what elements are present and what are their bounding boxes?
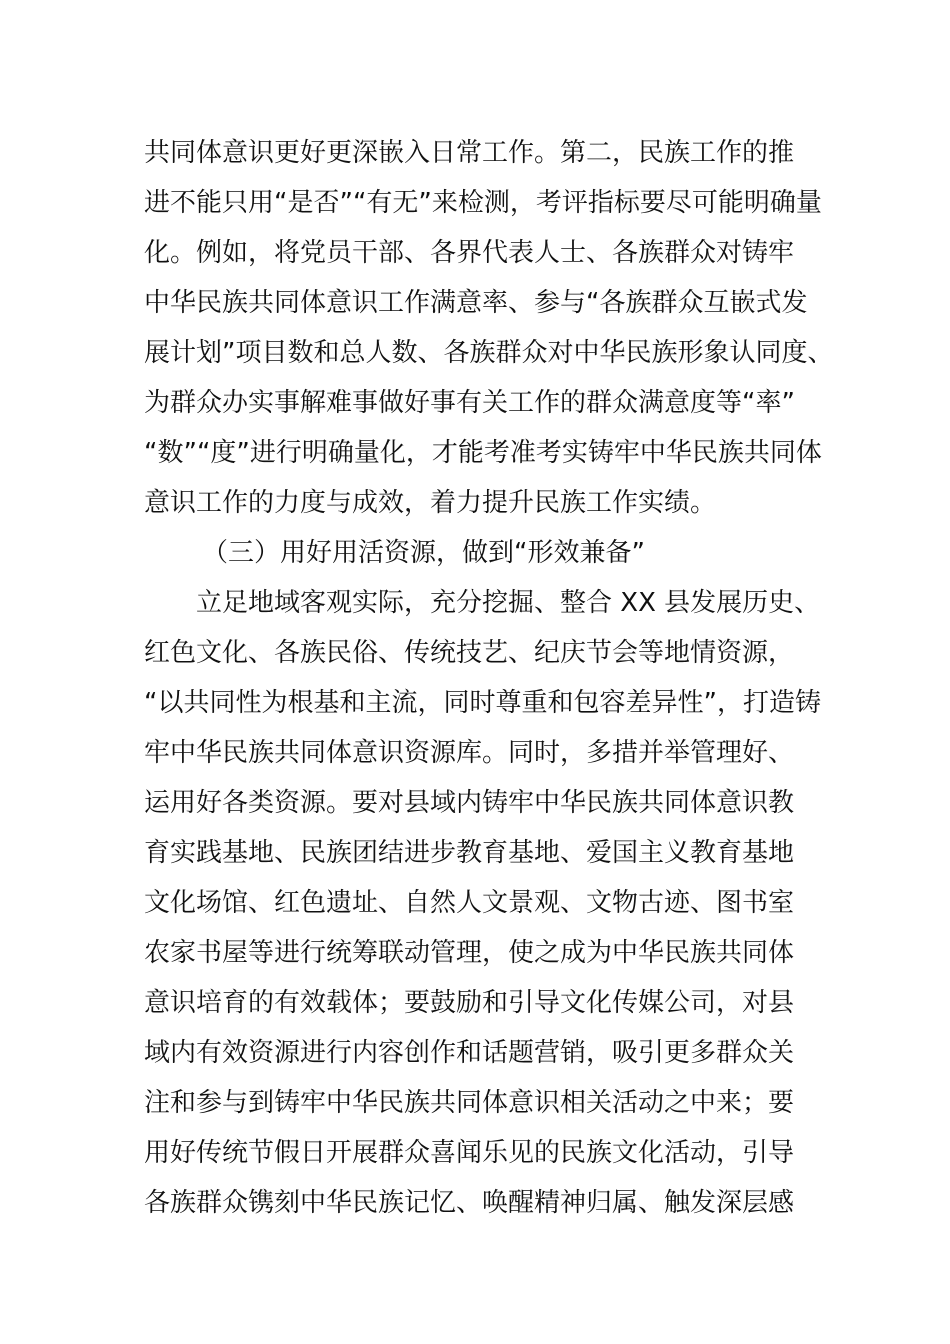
text-line: 中华民族共同体意识工作满意率、参与“各族群众互嵌式发 xyxy=(144,288,808,318)
text-line: 育实践基地、民族团结进步教育基地、爱国主义教育基地 xyxy=(144,838,795,868)
text-line: 域内有效资源进行内容创作和话题营销，吸引更多群众关 xyxy=(144,1038,795,1068)
text-line: 用好传统节假日开展群众喜闻乐见的民族文化活动，引导 xyxy=(144,1138,795,1168)
text-line: 进不能只用“是否”“有无”来检测，考评指标要尽可能明确量 xyxy=(144,188,822,218)
body-text xyxy=(144,128,834,1228)
text-line: 农家书屋等进行统筹联动管理，使之成为中华民族共同体 xyxy=(144,938,795,968)
text-line: 立足地域客观实际，充分挖掘、整合 XX 县发展历史、 xyxy=(196,588,821,618)
text-line: 意识工作的力度与成效，着力提升民族工作实绩。 xyxy=(144,488,717,518)
text-line: “以共同性为根基和主流，同时尊重和包容差异性”，打造铸 xyxy=(144,688,821,718)
text-line: 文化场馆、红色遗址、自然人文景观、文物古迹、图书室 xyxy=(144,888,795,918)
text-line: 红色文化、各族民俗、传统技艺、纪庆节会等地情资源， xyxy=(144,638,795,668)
text-line: 为群众办实事解难事做好事有关工作的群众满意度等“率” xyxy=(144,388,795,418)
text-line: 牢中华民族共同体意识资源库。同时，多措并举管理好、 xyxy=(144,738,795,768)
section-heading: （三）用好用活资源，做到“形效兼备” xyxy=(202,538,645,568)
text-line: 化。例如，将党员干部、各界代表人士、各族群众对铸牢 xyxy=(144,238,795,268)
text-line: 共同体意识更好更深嵌入日常工作。第二，民族工作的推 xyxy=(144,138,795,168)
text-line: 各族群众镌刻中华民族记忆、唤醒精神归属、触发深层感 xyxy=(144,1188,795,1218)
text-line: “数”“度”进行明确量化，才能考准考实铸牢中华民族共同体 xyxy=(144,438,822,468)
text-line: 注和参与到铸牢中华民族共同体意识相关活动之中来；要 xyxy=(144,1088,795,1118)
text-line: 意识培育的有效载体；要鼓励和引导文化传媒公司，对县 xyxy=(144,988,795,1018)
text-line: 运用好各类资源。要对县域内铸牢中华民族共同体意识教 xyxy=(144,788,795,818)
text-line: 展计划”项目数和总人数、各族群众对中华民族形象认同度、 xyxy=(144,338,834,368)
